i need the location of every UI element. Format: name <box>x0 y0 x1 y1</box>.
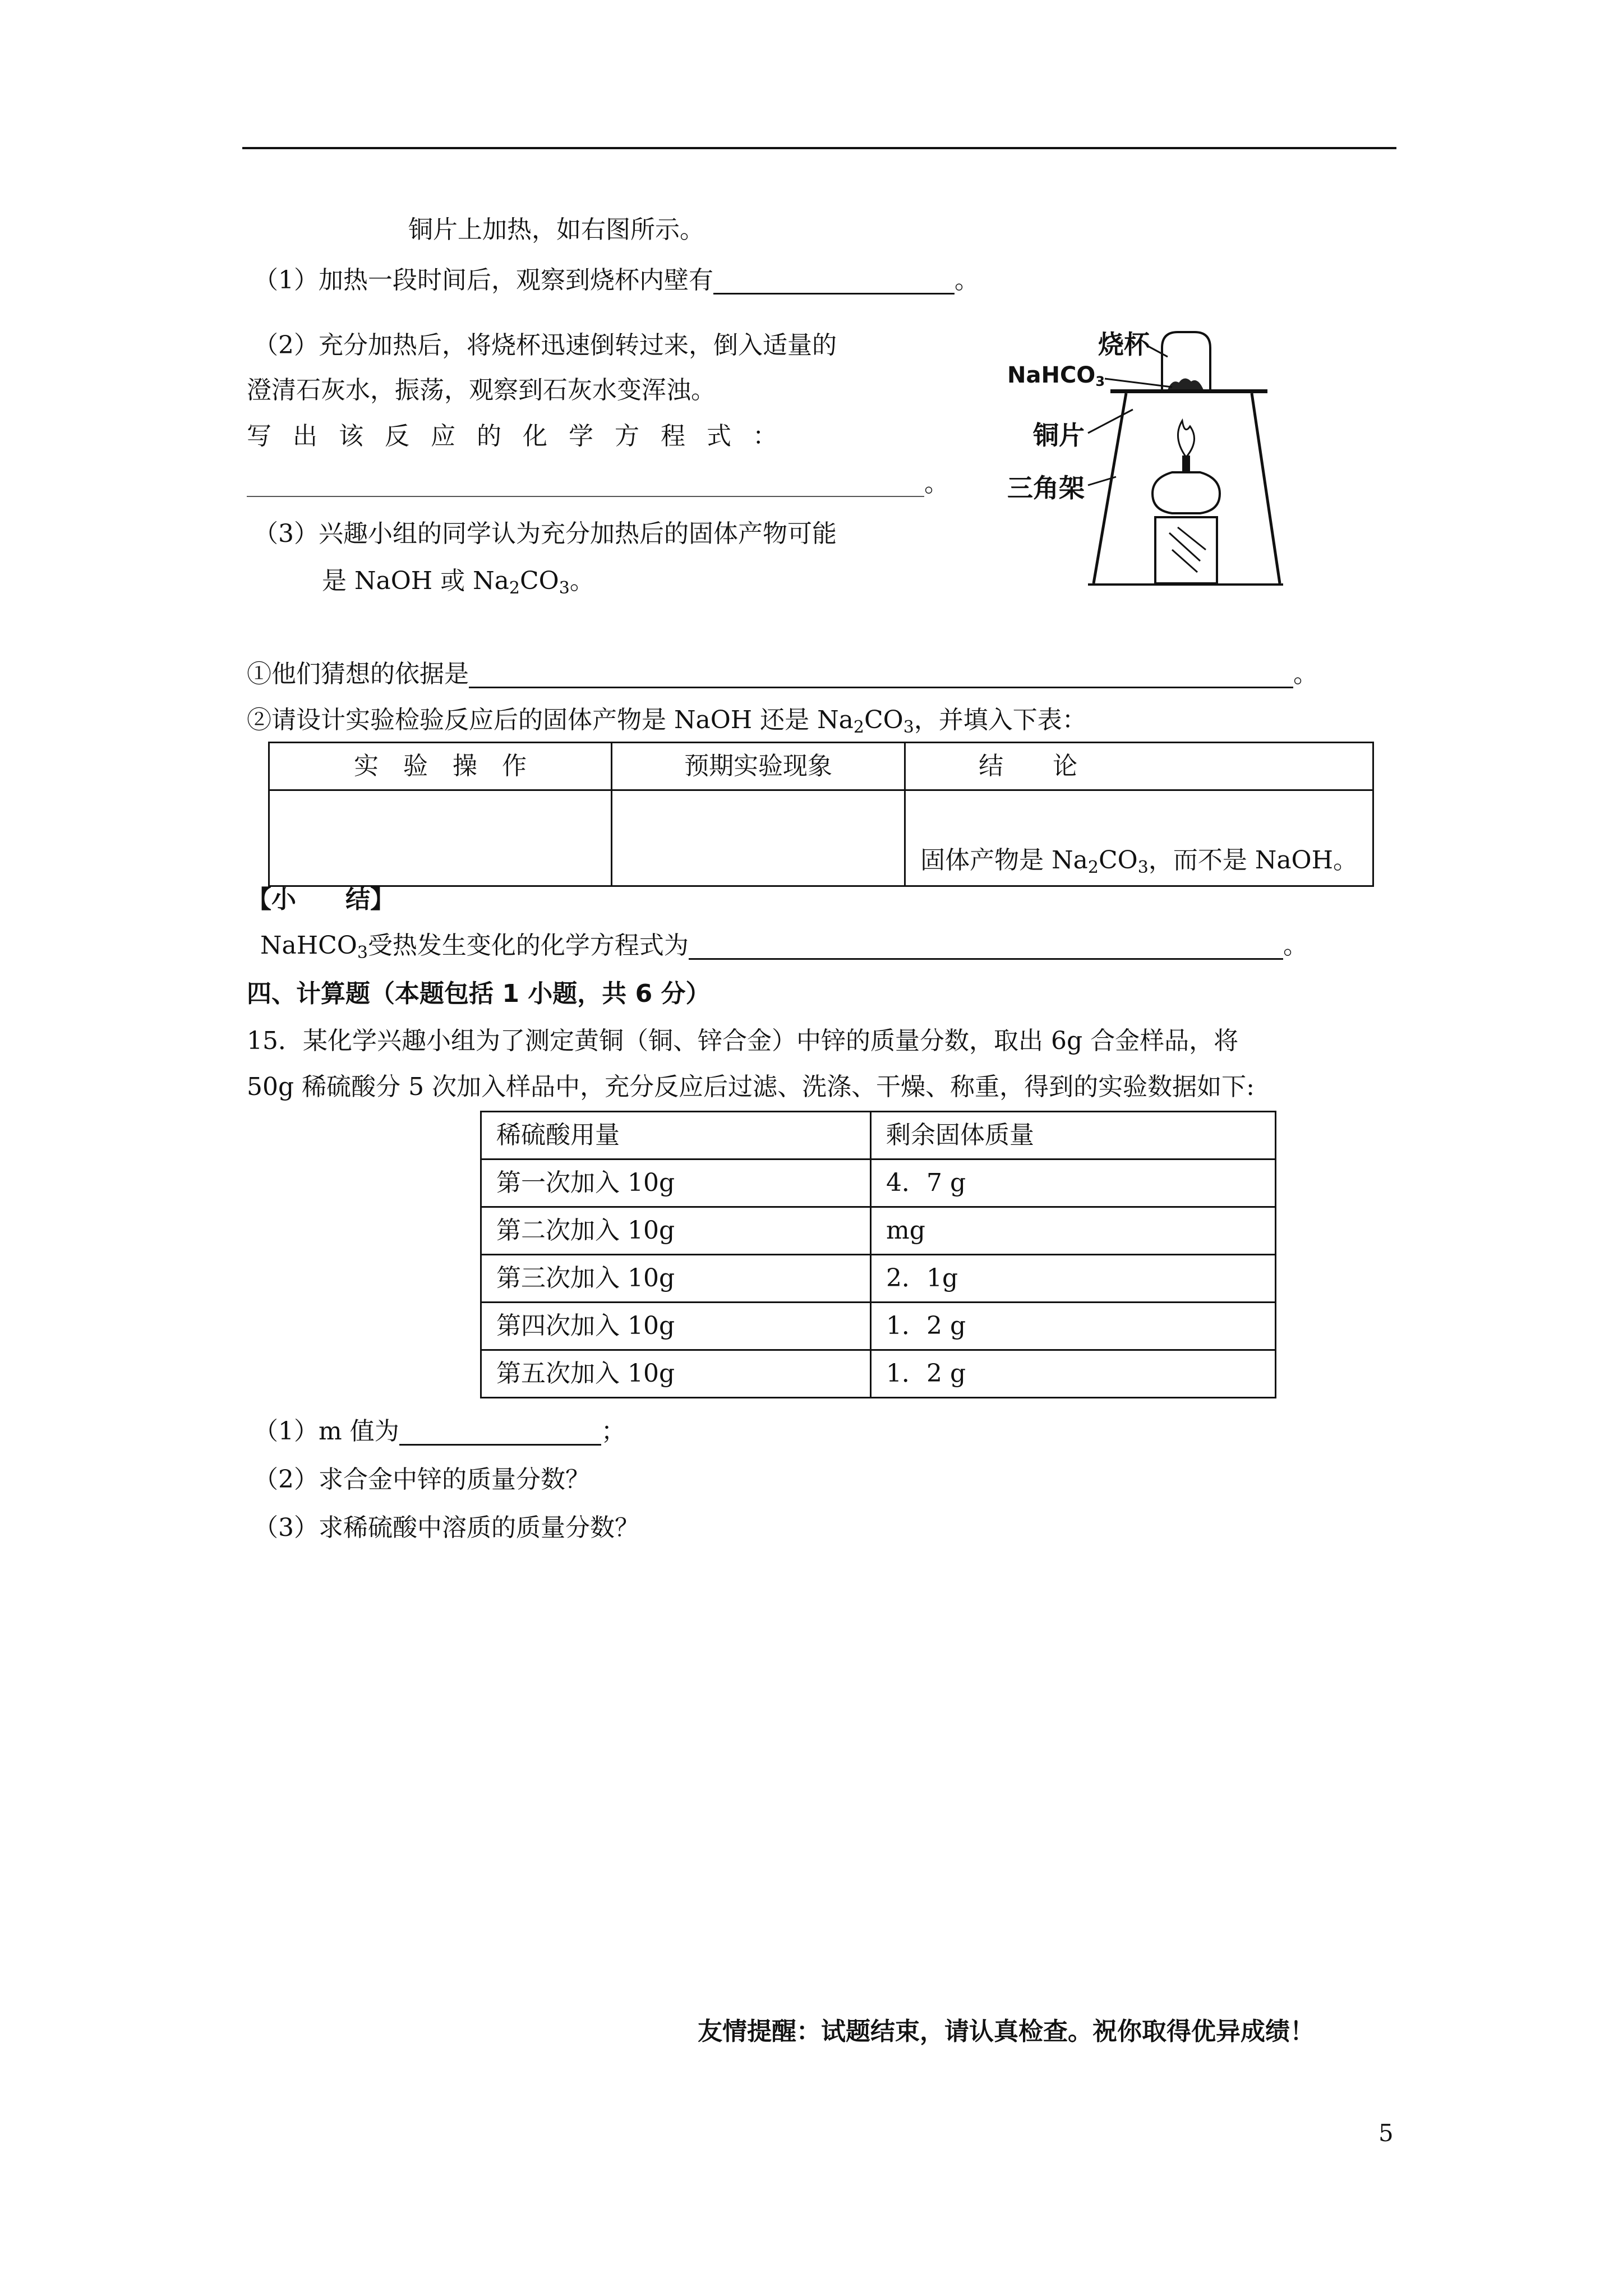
section-4-heading: 四、计算题（本题包括 1 小题，共 6 分） <box>247 979 711 1008</box>
header-rule <box>242 147 1396 149</box>
summary-line <box>260 931 1308 963</box>
answer-blank-summary[interactable] <box>689 933 1283 960</box>
conclusion-text-a: 固体产物是 Na <box>920 846 1088 875</box>
sub-question-1-suffix: ； <box>601 1417 626 1446</box>
cell-operation[interactable] <box>269 790 612 886</box>
sub-question-1-text: （1）m 值为 <box>253 1417 399 1446</box>
summary-suffix: 。 <box>1283 931 1308 960</box>
question-1-text: （1）加热一段时间后，观察到烧杯内壁有 <box>253 266 713 295</box>
apparatus-figure <box>1004 325 1284 589</box>
q3-text-b: CO <box>519 567 559 595</box>
c2-sub-2: 3 <box>903 717 914 737</box>
experiment-table <box>268 742 1374 887</box>
label-nahco3: NaHCO3 <box>1007 362 1105 389</box>
closing-reminder: 友情提醒：试题结束，请认真检查。祝你取得优异成绩！ <box>698 2017 1315 2046</box>
summary-text-b: 受热发生变化的化学方程式为 <box>367 931 689 960</box>
question-2-line3: 写出该反应的化学方程式： <box>247 422 799 450</box>
table-row <box>481 1159 1276 1207</box>
conjecture-1 <box>247 662 1318 688</box>
header-remaining-mass: 剩余固体质量 <box>871 1112 1276 1159</box>
q3-text-a: 是 NaOH 或 Na <box>322 567 509 595</box>
data-table <box>480 1111 1276 1398</box>
nahco3-pile <box>1168 378 1204 390</box>
data-table-header <box>481 1112 1276 1159</box>
question-1 <box>253 268 979 295</box>
alcohol-lamp <box>1152 472 1220 513</box>
c2-text-c: ，并填入下表： <box>914 706 1087 734</box>
acid-amount-cell: 第三次加入 10g <box>481 1255 871 1303</box>
conclusion-text-b: CO <box>1098 846 1138 875</box>
remaining-mass-cell: 1．2 g <box>871 1350 1276 1398</box>
sub-question-3: （3）求稀硫酸中溶质的质量分数？ <box>253 1513 639 1542</box>
lamp-stand <box>1155 517 1217 583</box>
tripod-leg-right <box>1252 393 1280 583</box>
conjecture-1-text: ①他们猜想的依据是 <box>247 660 469 688</box>
remaining-mass-cell: 2．1g <box>871 1255 1276 1303</box>
conclusion-sub-2: 3 <box>1137 858 1149 877</box>
cell-conclusion <box>905 790 1373 886</box>
question-3-line1: （3）兴趣小组的同学认为充分加热后的固体产物可能 <box>253 519 837 548</box>
page-number: 5 <box>1378 2119 1394 2147</box>
label-beaker: 烧杯 <box>1098 329 1150 360</box>
header-acid-amount: 稀硫酸用量 <box>481 1112 871 1159</box>
acid-amount-cell: 第五次加入 10g <box>481 1350 871 1398</box>
copper-plate <box>1110 389 1267 393</box>
label-tripod: 三角架 <box>1007 473 1085 503</box>
cell-phenomenon[interactable] <box>611 790 905 886</box>
table-row <box>481 1350 1276 1398</box>
question-15-line2: 50g 稀硫酸分 5 次加入样品中，充分反应后过滤、洗涤、干燥、称重，得到的实验数据如下: <box>247 1073 1255 1101</box>
summary-sub: 3 <box>357 943 368 963</box>
question-3-line2 <box>322 567 594 598</box>
question-2-line2: 澄清石灰水，振荡，观察到石灰水变浑浊。 <box>247 376 716 404</box>
question-15-line1: 15．某化学兴趣小组为了测定黄铜（铜、锌合金）中锌的质量分数，取出 6g 合金样品，将 <box>247 1027 1239 1055</box>
header-phenomenon: 预期实验现象 <box>611 743 905 790</box>
equation-blank[interactable] <box>247 471 924 497</box>
lamp-wick <box>1182 455 1190 471</box>
table-row <box>481 1255 1276 1303</box>
table-row <box>481 1303 1276 1350</box>
label-copper: 铜片 <box>1033 420 1085 450</box>
c2-sub-1: 2 <box>853 717 864 737</box>
conjecture-1-suffix: 。 <box>1293 660 1318 688</box>
table-row <box>481 1207 1276 1255</box>
flame <box>1178 421 1194 457</box>
question-2-line4 <box>247 471 949 497</box>
sub-question-1 <box>253 1419 626 1446</box>
remaining-mass-cell: mg <box>871 1207 1276 1255</box>
answer-blank-1[interactable] <box>713 268 955 295</box>
remaining-mass-cell: 4．7 g <box>871 1159 1276 1207</box>
acid-amount-cell: 第一次加入 10g <box>481 1159 871 1207</box>
answer-blank-basis[interactable] <box>469 662 1293 688</box>
q3-sub-1: 2 <box>509 578 520 598</box>
c2-text-a: ②请设计实验检验反应后的固体产物是 NaOH 还是 Na <box>247 706 854 734</box>
conclusion-sub-1: 2 <box>1087 858 1099 877</box>
acid-amount-cell: 第四次加入 10g <box>481 1303 871 1350</box>
intro-line: 铜片上加热，如右图所示。 <box>408 215 704 244</box>
conjecture-2 <box>247 706 1087 737</box>
sub-question-2: （2）求合金中锌的质量分数？ <box>253 1465 590 1494</box>
conclusion-text-c: ，而不是 NaOH。 <box>1148 846 1358 875</box>
experiment-table-header <box>269 743 1373 790</box>
c2-text-b: CO <box>864 706 903 734</box>
header-operation: 实 验 操 作 <box>269 743 612 790</box>
question-2-line1: （2）充分加热后，将烧杯迅速倒转过来，倒入适量的 <box>253 331 837 360</box>
acid-amount-cell: 第二次加入 10g <box>481 1207 871 1255</box>
question-2-suffix: 。 <box>924 469 949 498</box>
answer-blank-m[interactable] <box>399 1419 601 1446</box>
q3-sub-2: 3 <box>559 578 570 598</box>
summary-text-a: NaHCO <box>260 931 357 960</box>
remaining-mass-cell: 1．2 g <box>871 1303 1276 1350</box>
question-1-suffix: 。 <box>955 266 979 295</box>
summary-title: 【小 结】 <box>247 885 395 914</box>
experiment-table-row <box>269 790 1373 886</box>
header-conclusion: 结 论 <box>905 743 1373 790</box>
q3-text-c: 。 <box>569 567 594 595</box>
